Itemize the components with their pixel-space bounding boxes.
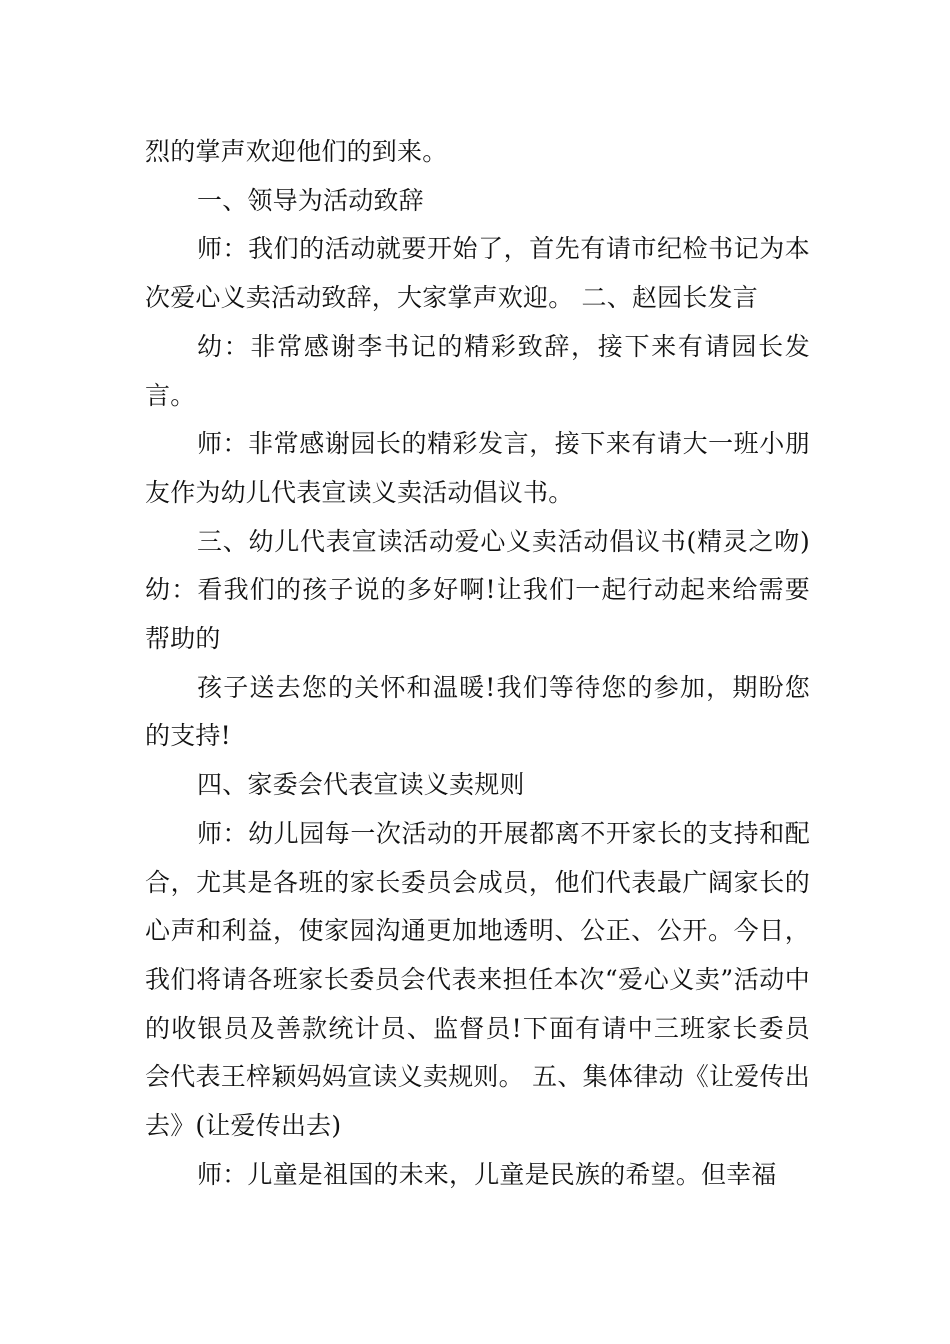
paragraph-7: 孩子送去您的关怀和温暖!我们等待您的参加，期盼您的支持! xyxy=(145,672,810,751)
paragraph-9: 师：幼儿园每一次活动的开展都离不开家长的支持和配合，尤其是各班的家长委员会成员，他们代表最广阔家长的心声和利益，使家园沟通更加地透明、公正、公开。今日，我们将请各班家长委员会代表来担任本次“爱心义卖”活动中的收银员及善款统计员、监督员!下面有请中三班家长委员会代表王梓颖妈妈宣读义卖规则。 五、集体律动《让爱传出去》(让爱传出去) xyxy=(145,818,810,1141)
paragraph-1: 烈的掌声欢迎他们的到来。 xyxy=(145,137,448,166)
document-body xyxy=(145,128,810,1199)
paragraph-10: 师：儿童是祖国的未来，儿童是民族的希望。但幸福 xyxy=(197,1159,777,1189)
paragraph-5: 师：非常感谢园长的精彩发言，接下来有请大一班小朋友作为幼儿代表宣读义卖活动倡议书。 xyxy=(145,429,810,507)
paragraph-3: 师：我们的活动就要开始了，首先有请市纪检书记为本次爱心义卖活动致辞，大家掌声欢迎。 二、赵园长发言 xyxy=(145,234,810,313)
paragraph-2: 一、领导为活动致辞 xyxy=(197,185,424,215)
paragraph-4: 幼：非常感谢李书记的精彩致辞，接下来有请园长发言。 xyxy=(145,331,810,410)
paragraph-8: 四、家委会代表宣读义卖规则 xyxy=(197,770,525,800)
paragraph-6: 三、幼儿代表宣读活动爱心义卖活动倡议书(精灵之吻) 幼：看我们的孩子说的多好啊!让我们一起行动起来给需要帮助的 xyxy=(145,526,810,654)
